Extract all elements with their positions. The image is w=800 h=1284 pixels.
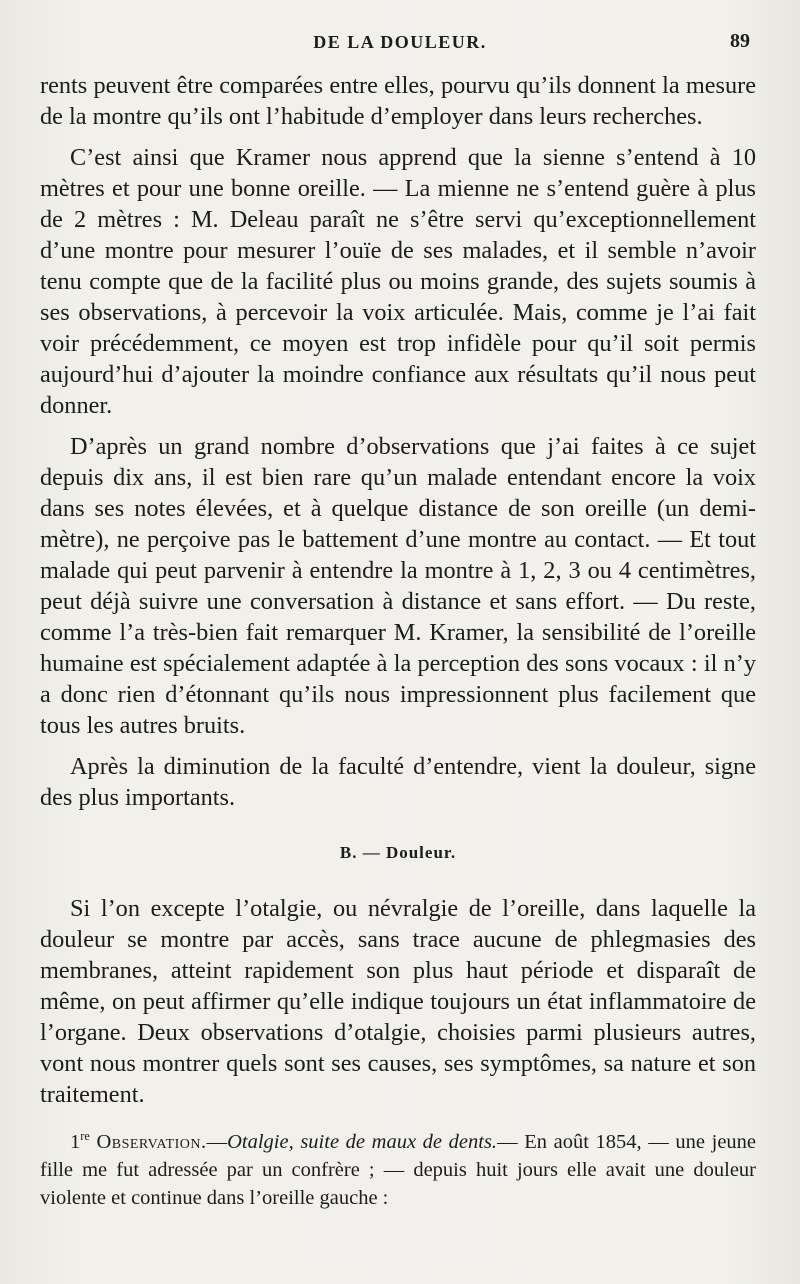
observation-paragraph xyxy=(40,1122,756,1212)
paragraph-otalgie: Si l’on excepte l’otalgie, ou névralgie de l’oreille, dans laquelle la douleur se montre par accès, sans trace aucune de phlegmasies des membranes, atteint rapidement son plus haut période et disparaît de même, on peut affirmer qu’elle indique toujours un état inflammatoire de l’organe. Deux observations d’otalgie, choisies parmi plusieurs autres, vont nous montrer quels sont ses causes, ses symptômes, sa nature et son traitement. xyxy=(40,895,756,1108)
observation-label: Observation. xyxy=(96,1130,207,1153)
observation-title: Otalgie, suite de maux de dents. xyxy=(227,1130,498,1153)
observation-number-suffix: re xyxy=(80,1129,90,1143)
paragraph-douleur-intro: Après la diminution de la faculté d’entendre, vient la douleur, signe des plus importants. xyxy=(40,753,756,811)
observation-text: — En août 1854, — une jeune fille me fut adressée par un confrère ; — depuis huit jours elle avait une douleur violente et continue dans l’oreille gauche : xyxy=(40,1130,757,1209)
body-text xyxy=(40,70,756,1212)
observation-dash: — xyxy=(206,1130,228,1153)
paragraph-continuation: rents peuvent être comparées entre elles, pourvu qu’ils donnent la mesure de la montre qu’ils ont l’habitude d’employer dans leurs recherches. xyxy=(40,72,756,130)
paragraph-observations: D’après un grand nombre d’observations que j’ai faites à ce sujet depuis dix ans, il est bien rare qu’un malade entendant encore la voix dans ses notes élevées, et à quelque distance de son oreille (un demi-mètre), ne perçoive pas le battement d’une montre au contact. — Et tout malade qui peut parvenir à entendre la montre à 1, 2, 3 ou 4 centimètres, peut déjà suivre une conversation à distance et sans effort. — Du reste, comme l’a très-bien fait remarquer M. Kramer, la sensibilité de l’oreille humaine est spécialement adaptée à la perception des sons vocaux : il n’y a donc rien d’étonnant qu’ils nous impressionnent plus facilement que tous les autres bruits. xyxy=(40,433,756,739)
paragraph-kramer: C’est ainsi que Kramer nous apprend que la sienne s’entend à 10 mètres et pour une bonne oreille. — La mienne ne s’entend guère à plus de 2 mètres : M. Deleau paraît ne s’être servi qu’exceptionnellement d’une montre pour mesurer l’ouïe de ses malades, et il semble n’avoir tenu compte que de la facilité plus ou moins grande, des sujets soumis à ses observations, à percevoir la voix articulée. Mais, comme je l’ai fait voir précédemment, ce moyen est trop infidèle pour qu’il soit permis aujourd’hui d’ajouter la moindre confiance aux résultats qu’il nous peut donner. xyxy=(40,144,756,419)
observation-number: 1 xyxy=(70,1130,81,1153)
section-heading: B. — Douleur. xyxy=(339,843,457,862)
running-title: DE LA DOULEUR. xyxy=(313,32,487,52)
page-header xyxy=(0,28,800,58)
page-number: 89 xyxy=(730,30,750,52)
